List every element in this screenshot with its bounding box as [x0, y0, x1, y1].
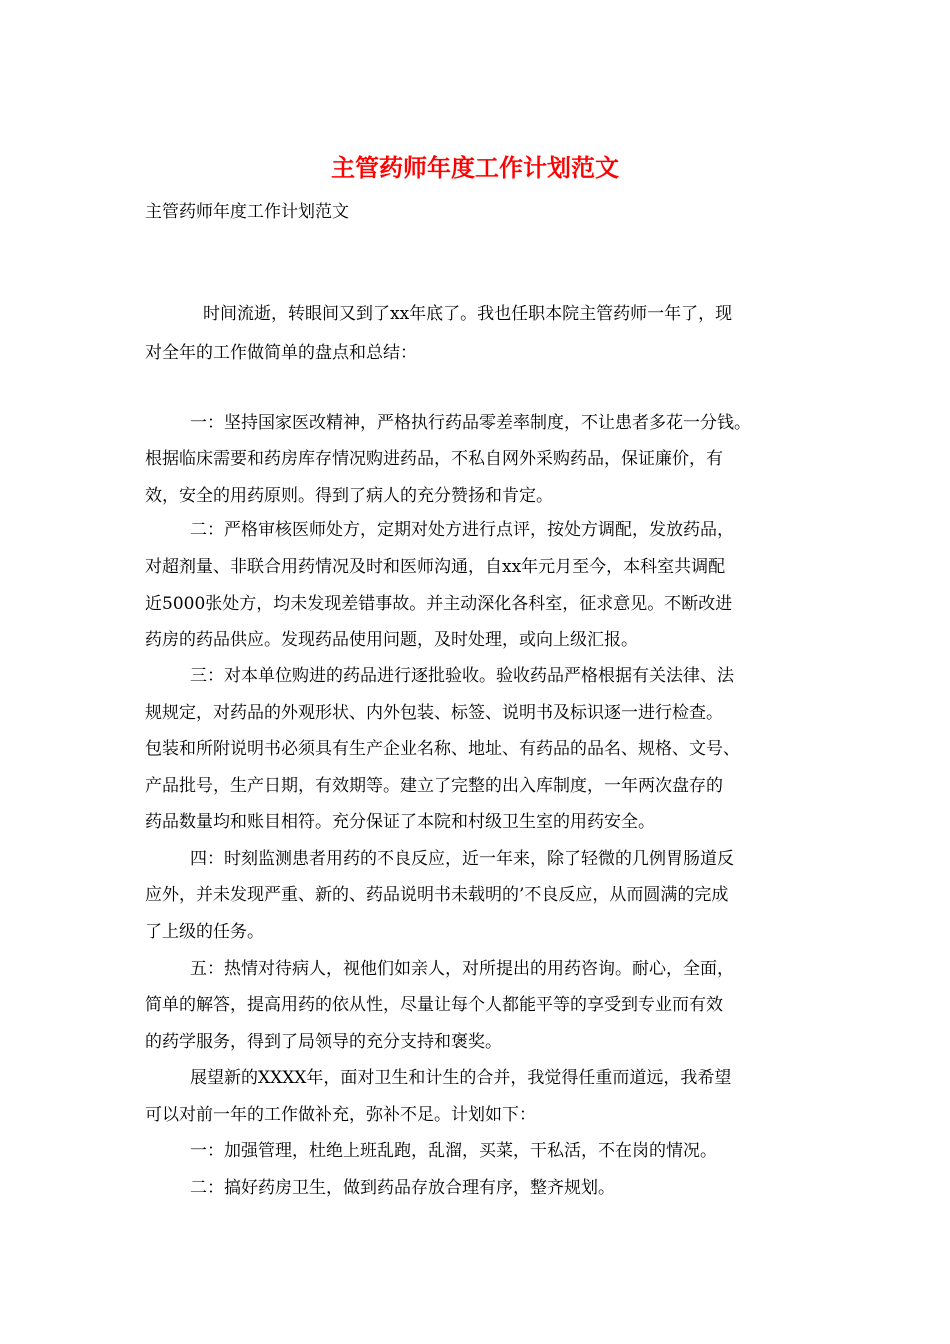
paragraph-line: 规规定，对药品的外观形状、内外包装、标签、说明书及标识逐一进行检查。	[145, 703, 723, 723]
paragraph-line: 展望新的XXXX年，面对卫生和计生的合并，我觉得任重而道远，我希望	[190, 1068, 732, 1088]
paragraph-line: 包装和所附说明书必须具有生产企业名称、地址、有药品的品名、规格、文号、	[145, 739, 740, 759]
paragraph-line: 简单的解答，提高用药的依从性，尽量让每个人都能平等的享受到专业而有效	[145, 995, 723, 1015]
paragraph-line: 一：加强管理，杜绝上班乱跑，乱溜，买菜，干私活，不在岗的情况。	[190, 1141, 717, 1161]
paragraph-line: 时间流逝，转眼间又到了xx年底了。我也任职本院主管药师一年了，现	[203, 304, 733, 324]
paragraph-line: 对全年的工作做简单的盘点和总结：	[145, 343, 417, 363]
paragraph-line: 的药学服务，得到了局领导的充分支持和褒奖。	[145, 1032, 502, 1052]
paragraph-line: 四：时刻监测患者用药的不良反应，近一年来，除了轻微的几例胃肠道反	[190, 849, 734, 869]
document-title: 主管药师年度工作计划范文	[331, 153, 619, 182]
paragraph-line: 二：严格审核医师处方，定期对处方进行点评，按处方调配，发放药品，	[190, 520, 734, 540]
paragraph-line: 药房的药品供应。发现药品使用问题，及时处理，或向上级汇报。	[145, 630, 638, 650]
paragraph-line: 对超剂量、非联合用药情况及时和医师沟通，自xx年元月至今，本科室共调配	[145, 557, 726, 577]
paragraph-line: 根据临床需要和药房库存情况购进药品，不私自网外采购药品，保证廉价，有	[145, 449, 723, 469]
paragraph-line: 效，安全的用药原则。得到了病人的充分赞扬和肯定。	[145, 486, 553, 506]
paragraph-line: 产品批号，生产日期，有效期等。建立了完整的出入库制度，一年两次盘存的	[145, 776, 723, 796]
paragraph-line: 五：热情对待病人，视他们如亲人，对所提出的用药咨询。耐心，全面，	[190, 959, 734, 979]
paragraph-line: 可以对前一年的工作做补充，弥补不足。计划如下：	[145, 1105, 536, 1125]
paragraph-line: 应外，并未发现严重、新的、药品说明书未载明的’不良反应，从而圆满的完成	[145, 885, 729, 905]
document-subtitle: 主管药师年度工作计划范文	[145, 202, 349, 222]
paragraph-line: 药品数量均和账目相符。充分保证了本院和村级卫生室的用药安全。	[145, 812, 655, 832]
paragraph-line: 了上级的任务。	[145, 922, 264, 942]
paragraph-line: 近5000张处方，均未发现差错事故。并主动深化各科室，征求意见。不断改进	[145, 594, 733, 614]
paragraph-line: 二：搞好药房卫生，做到药品存放合理有序，整齐规划。	[190, 1178, 615, 1198]
paragraph-line: 三：对本单位购进的药品进行逐批验收。验收药品严格根据有关法律、法	[190, 666, 734, 686]
paragraph-line: 一：坚持国家医改精神，严格执行药品零差率制度，不让患者多花一分钱。	[190, 413, 751, 433]
